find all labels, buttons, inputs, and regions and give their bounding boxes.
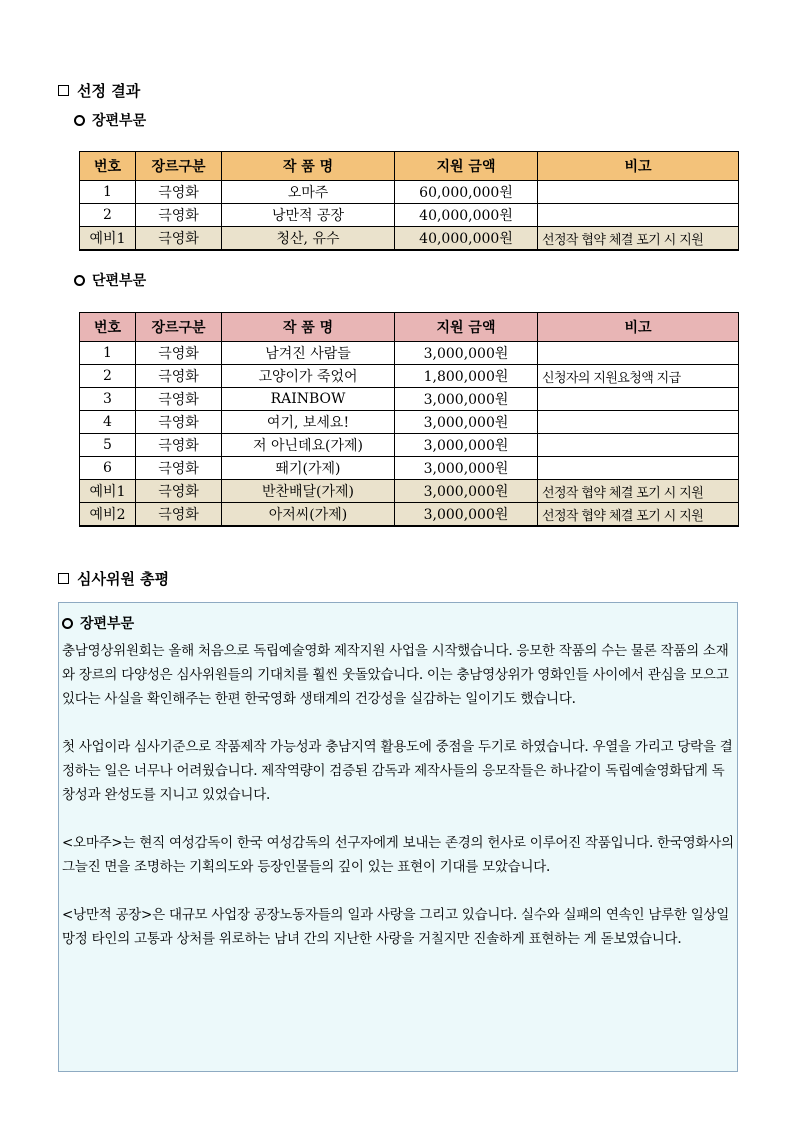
cell-note <box>538 181 739 204</box>
cell-number: 예비1 <box>80 227 136 251</box>
cell-amount: 3,000,000원 <box>395 503 538 527</box>
cell-number: 1 <box>80 181 136 204</box>
cell-number: 2 <box>80 204 136 227</box>
cell-genre: 극영화 <box>136 411 222 434</box>
review-sub-label <box>62 613 734 633</box>
column-header: 지원 금액 <box>395 313 538 342</box>
column-header: 번호 <box>80 152 136 181</box>
review-paragraph-3: <오마주>는 현직 여성감독이 한국 여성감독의 선구자에게 보내는 존경의 헌사로 이루어진 작품입니다. 한국영화사의 그늘진 면을 조명하는 기획의도와 등장인물들의 깊이 있는 표현이 기대를 모았습니다. <box>62 835 734 875</box>
column-header: 비고 <box>538 313 739 342</box>
table-row <box>80 181 739 204</box>
cell-note <box>538 434 739 457</box>
square-bullet-icon <box>58 573 69 584</box>
short-results-table <box>79 312 739 527</box>
cell-genre: 극영화 <box>136 181 222 204</box>
cell-title: 청산, 유수 <box>222 227 395 251</box>
selection-title: 선정 결과 <box>77 82 141 100</box>
cell-amount: 40,000,000원 <box>395 204 538 227</box>
review-title: 심사위원 총평 <box>77 570 170 588</box>
cell-title: RAINBOW <box>222 388 395 411</box>
table-row <box>80 503 739 527</box>
cell-amount: 40,000,000원 <box>395 227 538 251</box>
feature-section-label <box>74 110 146 130</box>
cell-amount: 3,000,000원 <box>395 411 538 434</box>
cell-title: 낭만적 공장 <box>222 204 395 227</box>
cell-note: 선정작 협약 체결 포기 시 지원 <box>538 480 739 503</box>
cell-genre: 극영화 <box>136 503 222 527</box>
cell-number: 예비2 <box>80 503 136 527</box>
table-row <box>80 457 739 480</box>
table-row <box>80 365 739 388</box>
circle-bullet-icon <box>62 618 73 629</box>
cell-number: 예비1 <box>80 480 136 503</box>
cell-note: 선정작 협약 체결 포기 시 지원 <box>538 503 739 527</box>
cell-number: 2 <box>80 365 136 388</box>
cell-genre: 극영화 <box>136 342 222 365</box>
cell-genre: 극영화 <box>136 365 222 388</box>
review-box <box>58 602 738 1072</box>
table-header-row <box>80 313 739 342</box>
circle-bullet-icon <box>74 115 85 126</box>
cell-title: 고양이가 죽었어 <box>222 365 395 388</box>
table-header-row <box>80 152 739 181</box>
column-header: 비고 <box>538 152 739 181</box>
table-row <box>80 204 739 227</box>
cell-number: 3 <box>80 388 136 411</box>
circle-bullet-icon <box>74 275 85 286</box>
cell-number: 4 <box>80 411 136 434</box>
cell-title: 오마주 <box>222 181 395 204</box>
cell-amount: 1,800,000원 <box>395 365 538 388</box>
cell-title: 뙈기(가제) <box>222 457 395 480</box>
review-paragraph-1: 충남영상위원회는 올해 처음으로 독립예술영화 제작지원 사업을 시작했습니다. 응모한 작품의 수는 물론 작품의 소재와 장르의 다양성은 심사위원들의 기대치를 훨씬 웃돌았습니다. 이는 충남영상위가 영화인들 사이에서 관심을 모으고 있다는 사실을 확인해주는 한편 한국영화 생태계의 건강성을 실감하는 일이기도 했습니다. <box>62 643 729 707</box>
cell-genre: 극영화 <box>136 388 222 411</box>
cell-note: 신청자의 지원요청액 지급 <box>538 365 739 388</box>
selection-heading <box>58 80 140 101</box>
cell-genre: 극영화 <box>136 434 222 457</box>
cell-note: 선정작 협약 체결 포기 시 지원 <box>538 227 739 251</box>
cell-number: 5 <box>80 434 136 457</box>
table-row <box>80 342 739 365</box>
cell-note <box>538 457 739 480</box>
column-header: 번호 <box>80 313 136 342</box>
table-row <box>80 388 739 411</box>
cell-note <box>538 388 739 411</box>
cell-amount: 3,000,000원 <box>395 388 538 411</box>
table-row <box>80 480 739 503</box>
cell-title: 아저씨(가제) <box>222 503 395 527</box>
cell-genre: 극영화 <box>136 457 222 480</box>
cell-number: 6 <box>80 457 136 480</box>
table-row <box>80 434 739 457</box>
cell-title: 남겨진 사람들 <box>222 342 395 365</box>
column-header: 장르구분 <box>136 152 222 181</box>
cell-amount: 3,000,000원 <box>395 434 538 457</box>
cell-title: 반찬배달(가제) <box>222 480 395 503</box>
review-paragraph-4: <낭만적 공장>은 대규모 사업장 공장노동자들의 일과 사랑을 그리고 있습니다. 실수와 실패의 연속인 남루한 일상일망정 타인의 고통과 상처를 위로하는 남녀 간의 지난한 사랑을 거칠지만 진솔하게 표현하는 게 돋보였습니다. <box>62 907 730 947</box>
short-label: 단편부문 <box>92 273 147 289</box>
square-bullet-icon <box>58 85 69 96</box>
review-sub-text: 장편부문 <box>80 616 135 632</box>
review-paragraph-2: 첫 사업이라 심사기준으로 작품제작 가능성과 충남지역 활용도에 중점을 두기로 하였습니다. 우열을 가리고 당락을 결정하는 일은 너무나 어려웠습니다. 제작역량이 검증된 감독과 제작사들의 응모작들은 하나같이 독립예술영화답게 독창성과 완성도를 지니고 있었습니다. <box>62 739 733 803</box>
cell-amount: 60,000,000원 <box>395 181 538 204</box>
cell-amount: 3,000,000원 <box>395 457 538 480</box>
cell-note <box>538 204 739 227</box>
cell-title: 여기, 보세요! <box>222 411 395 434</box>
cell-number: 1 <box>80 342 136 365</box>
feature-results-table <box>79 151 739 251</box>
cell-genre: 극영화 <box>136 480 222 503</box>
cell-note <box>538 411 739 434</box>
cell-genre: 극영화 <box>136 227 222 251</box>
short-section-label <box>74 270 146 290</box>
cell-amount: 3,000,000원 <box>395 342 538 365</box>
cell-title: 저 아닌데요(가제) <box>222 434 395 457</box>
review-heading <box>58 568 169 589</box>
table-row <box>80 411 739 434</box>
cell-note <box>538 342 739 365</box>
column-header: 지원 금액 <box>395 152 538 181</box>
cell-genre: 극영화 <box>136 204 222 227</box>
column-header: 장르구분 <box>136 313 222 342</box>
cell-amount: 3,000,000원 <box>395 480 538 503</box>
feature-label: 장편부문 <box>92 113 147 129</box>
table-row <box>80 227 739 251</box>
column-header: 작 품 명 <box>222 313 395 342</box>
column-header: 작 품 명 <box>222 152 395 181</box>
